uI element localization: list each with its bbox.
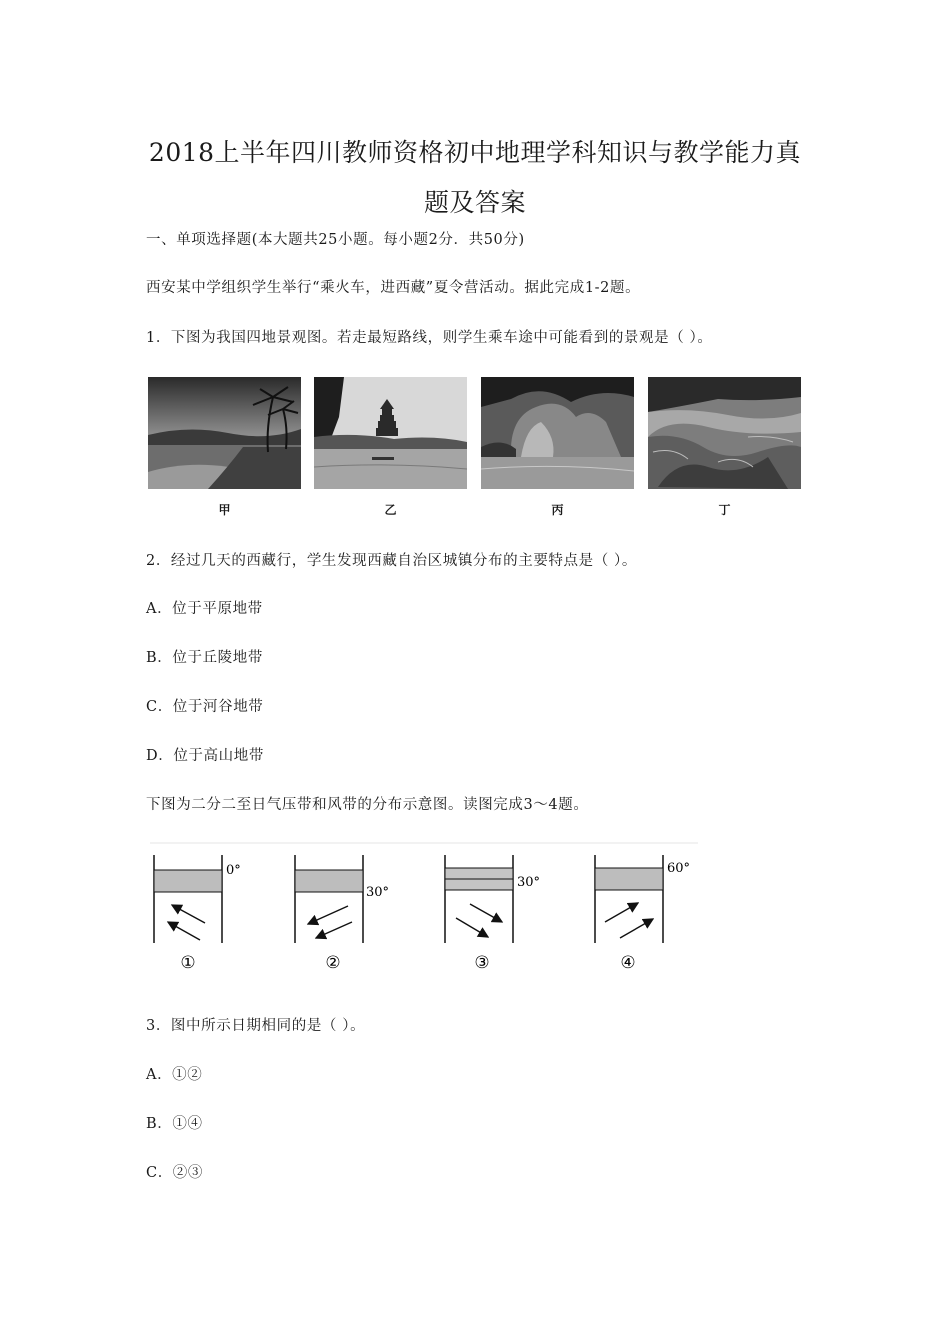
question-1: 1．下图为我国四地景观图。若走最短路线，则学生乘车途中可能看到的景观是（ ）。 bbox=[146, 330, 713, 346]
panel-3 bbox=[445, 855, 540, 973]
pressure-belt-diagram bbox=[150, 840, 700, 975]
intro-paragraph-2: 下图为二分二至日气压带和风带的分布示意图。读图完成3～4题。 bbox=[146, 797, 589, 813]
panel-4 bbox=[595, 855, 690, 973]
photo-bing bbox=[481, 377, 634, 489]
q2-option-a: A．位于平原地带 bbox=[146, 601, 263, 617]
intro-paragraph-1: 西安某中学组织学生举行“乘火车，进西藏”夏令营活动。据此完成1-2题。 bbox=[146, 280, 641, 296]
panel-2-latitude: 30° bbox=[366, 885, 390, 900]
page-title-line-1: 2018上半年四川教师资格初中地理学科知识与教学能力真 bbox=[148, 138, 802, 167]
caption-jia: 甲 bbox=[218, 503, 231, 517]
landscape-photos bbox=[148, 377, 808, 522]
q3-option-c: C．②③ bbox=[146, 1165, 203, 1181]
q2-option-c: C．位于河谷地带 bbox=[146, 699, 264, 715]
panel-2 bbox=[295, 855, 389, 973]
panel-2-label: ② bbox=[325, 953, 341, 973]
caption-ding: 丁 bbox=[718, 503, 731, 517]
panel-4-label: ④ bbox=[620, 953, 636, 973]
panel-1 bbox=[154, 855, 241, 973]
panel-4-latitude: 60° bbox=[667, 861, 691, 876]
q3-option-b: B．①④ bbox=[146, 1116, 203, 1132]
panel-3-label: ③ bbox=[474, 953, 490, 973]
caption-yi: 乙 bbox=[384, 503, 397, 517]
panel-1-label: ① bbox=[180, 953, 196, 973]
panel-3-latitude: 30° bbox=[517, 875, 541, 890]
q2-option-d: D．位于高山地带 bbox=[146, 748, 264, 764]
photo-jia bbox=[148, 377, 301, 489]
question-2: 2．经过几天的西藏行，学生发现西藏自治区城镇分布的主要特点是（ ）。 bbox=[146, 553, 637, 569]
section-heading: 一、单项选择题(本大题共25小题。每小题2分．共50分) bbox=[146, 232, 525, 248]
photo-ding bbox=[648, 377, 801, 489]
caption-bing: 丙 bbox=[551, 503, 564, 517]
page-title-line-2: 题及答案 bbox=[423, 188, 526, 217]
question-3: 3．图中所示日期相同的是（ ）。 bbox=[146, 1018, 366, 1034]
q3-option-a: A．①② bbox=[146, 1067, 203, 1083]
photo-yi bbox=[314, 377, 467, 489]
panel-1-latitude: 0° bbox=[226, 863, 241, 878]
q2-option-b: B．位于丘陵地带 bbox=[146, 650, 263, 666]
